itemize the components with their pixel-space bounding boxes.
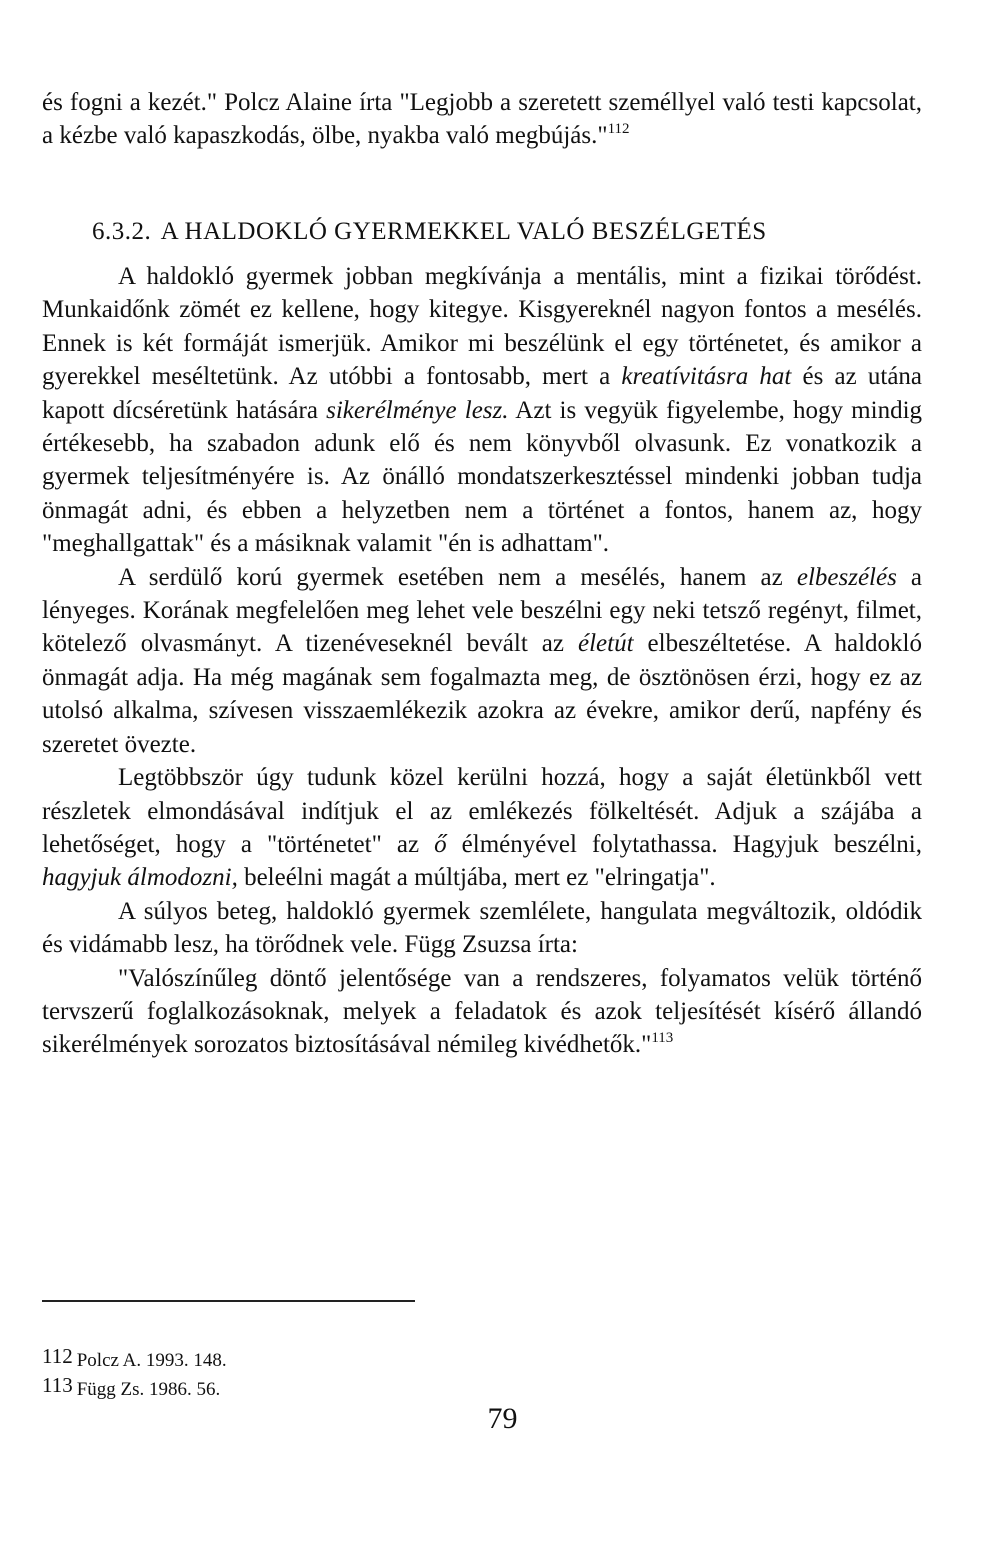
- section-number: 6.3.2.: [92, 218, 152, 245]
- intro-paragraph: [42, 86, 922, 153]
- footnote-divider: [42, 1300, 415, 1302]
- paragraph-text: a lényeges. Korának megfelelően meg lehet vele beszélni egy neki tetsző regényt, filmet, kötelező olvasmányt. A tizenéveseknél bevált az: [42, 563, 922, 658]
- emphasis-text: ő: [434, 830, 447, 858]
- emphasis-text: kreatívitásra hat: [621, 363, 792, 391]
- section-title-text: A HALDOKLÓ GYERMEKKEL VALÓ BESZÉLGETÉS: [160, 218, 767, 245]
- footnotes: [42, 1346, 227, 1404]
- paragraph-text: elbeszéltetése. A haldokló önmagát adja. Ha még magának sem fogalmazta meg, de ösztönösen érzi, hogy ez az utolsó alkalma, szívesen visszaemlékezik azokra az évekre, amikor derű, napfény és szeretet övezte.: [42, 630, 922, 758]
- intro-paragraph-block: [42, 86, 922, 153]
- footnote-text: Függ Zs. 1986. 56.: [76, 1379, 221, 1400]
- paragraph-text: beleélni magát a múltjába, mert ez "elringatja".: [237, 864, 716, 892]
- footnote-text: Polcz A. 1993. 148.: [76, 1350, 227, 1371]
- section-title: [92, 218, 912, 246]
- footnote-113: [42, 1375, 227, 1404]
- paragraph-text: A súlyos beteg, haldokló gyermek szemlélete, hangulata megváltozik, oldódik és vidámabb lesz, ha törődnek vele. Függ Zsuzsa írta:: [42, 897, 922, 959]
- paragraph-text: élményével folytathassa. Hagyjuk beszélni,: [446, 830, 922, 858]
- quote-text: "Valószínűleg döntő jelentősége van a rendszeres, folyamatos velük történő tervszerű foglalkozásoknak, melyek a feladatok és azok teljesítését kísérő állandó sikerélmények sorozatos biztosításával némileg kivédhetők.": [42, 964, 922, 1059]
- paragraph-text: és az utána kapott dícséretünk hatására: [42, 363, 923, 424]
- body-paragraph-1: [42, 260, 922, 561]
- quote-paragraph: [42, 962, 922, 1062]
- section-body: [42, 260, 922, 1062]
- intro-paragraph-text: és fogni a kezét." Polcz Alaine írta "Legjobb a szeretett személlyel való testi kapcsolat, a kézbe való kapaszkodás, ölbe, nyakba való megbújás.": [42, 89, 922, 150]
- paragraph-text: A haldokló gyermek jobban megkívánja a mentális, mint a fizikai törődést. Munkaidőnk zömét ez kellene, hogy kitegye. Kisgyereknél nagyon fontos a mesélés. Ennek is két formáját ismerjük. Amikor mi beszélünk el egy történetet, és amikor a gyerekkel meséltetünk. Az utóbbi a fontosabb, mert a: [42, 263, 922, 391]
- footnote-ref-112: 112: [607, 121, 630, 138]
- emphasis-text: sikerélménye lesz.: [326, 396, 509, 424]
- paragraph-text: Legtöbbször úgy tudunk közel kerülni hozzá, hogy a saját életünkből vett részletek elmondásával indítjuk el az emlékezés fölkeltését. Adjuk a szájába a lehetőséget, hogy a "történetet" az: [42, 764, 922, 858]
- footnote-ref-113: 113: [651, 1030, 674, 1047]
- paragraph-text: Azt is vegyük figyelembe, hogy mindig értékesebb, ha szabadon adunk elő és nem könyvből olvasunk. Ez vonatkozik a gyermek teljesítményére is. Az önálló mondatszerkesztéssel mindenki jobban tudja önmagát adni, és ebben a helyzetben nem a történet a fontos, hanem az, hogy "meghallgattak" és a másiknak valamit "én is adhattam".: [42, 396, 923, 558]
- footnote-112: [42, 1346, 227, 1375]
- emphasis-text: életút: [577, 630, 634, 658]
- page-number: 79: [487, 1402, 518, 1435]
- body-paragraph-3: [42, 761, 922, 895]
- emphasis-text: elbeszélés: [796, 563, 897, 591]
- body-paragraph-4: [42, 895, 922, 962]
- section-heading: [92, 218, 912, 246]
- emphasis-text: hagyjuk álmodozni,: [42, 864, 238, 892]
- footnote-number: 112: [42, 1344, 73, 1368]
- body-paragraph-2: [42, 561, 922, 761]
- footnote-number: 113: [42, 1373, 73, 1397]
- paragraph-text: A serdülő korú gyermek esetében nem a mesélés, hanem az: [118, 563, 797, 591]
